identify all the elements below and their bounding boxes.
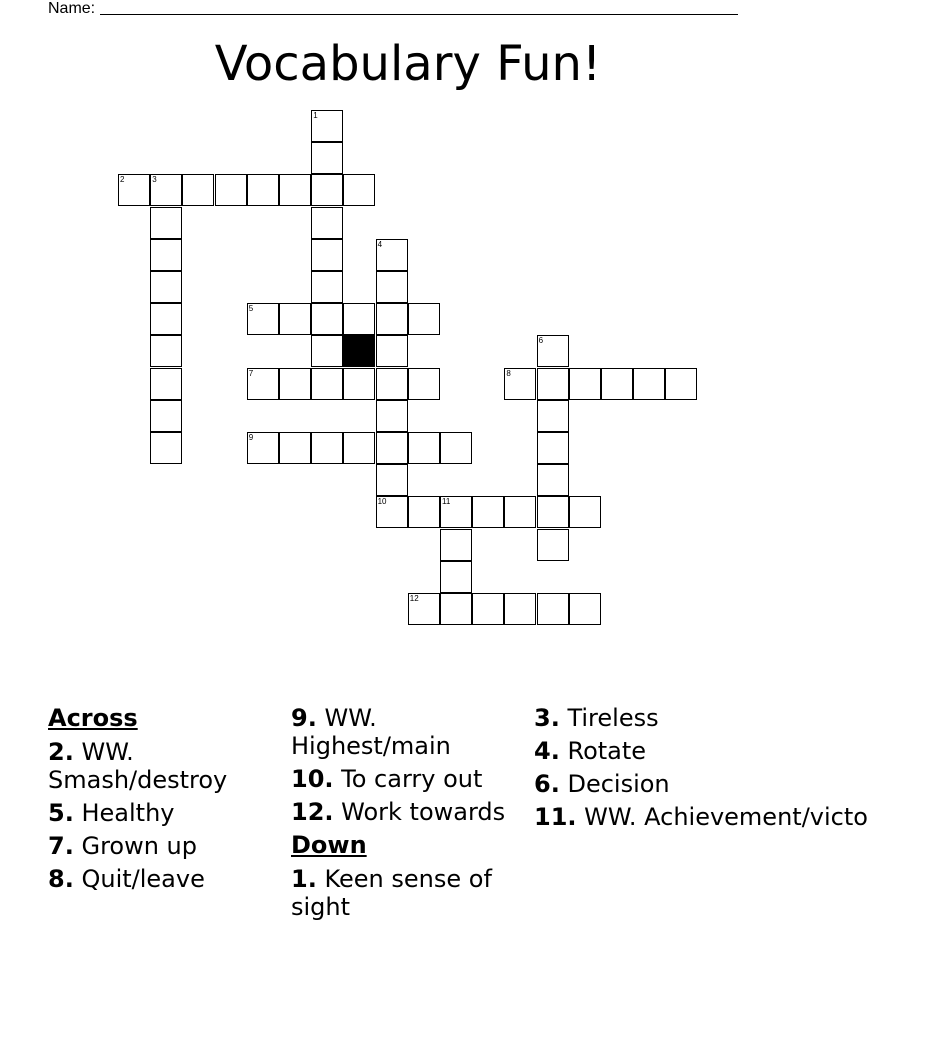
grid-cell[interactable]	[408, 368, 440, 400]
grid-cell[interactable]	[440, 561, 472, 593]
cell-number: 9	[248, 433, 254, 442]
grid-cell[interactable]	[376, 368, 408, 400]
grid-cell[interactable]	[247, 368, 279, 400]
grid-cell[interactable]	[537, 432, 569, 464]
black-cell	[343, 335, 375, 367]
grid-cell[interactable]	[440, 496, 472, 528]
grid-cell[interactable]	[247, 174, 279, 206]
grid-cell[interactable]	[376, 335, 408, 367]
cell-number: 8	[506, 368, 511, 378]
grid-cell[interactable]	[569, 593, 601, 625]
grid-cell[interactable]	[343, 303, 375, 335]
grid-cell[interactable]	[279, 432, 311, 464]
grid-cell[interactable]	[440, 432, 472, 464]
grid-cell[interactable]	[408, 303, 440, 335]
clue-across-12: 12. Work towards	[291, 798, 506, 826]
grid-cell[interactable]	[504, 593, 536, 625]
cell-number: 5	[248, 304, 254, 314]
grid-cell[interactable]	[279, 368, 311, 400]
grid-cell[interactable]	[311, 110, 343, 142]
grid-cell[interactable]	[376, 400, 408, 432]
clue-across-7: 7. Grown up	[48, 832, 198, 860]
grid-cell[interactable]	[311, 303, 343, 335]
clue-down-11: 11. WW. Achievement/victo	[534, 803, 868, 831]
clue-down-6: 6. Decision	[534, 770, 670, 798]
grid-cell[interactable]	[150, 239, 182, 271]
cell-number: 10	[377, 497, 387, 507]
grid-cell[interactable]	[150, 174, 182, 206]
grid-cell[interactable]	[376, 303, 408, 335]
grid-cell[interactable]	[537, 464, 569, 496]
clue-across-9: 9. WW. Highest/main	[291, 704, 451, 760]
cell-number: 7	[248, 368, 254, 378]
down-heading: Down	[291, 831, 367, 859]
grid-cell[interactable]	[472, 496, 504, 528]
grid-cell[interactable]	[150, 432, 182, 464]
grid-cell[interactable]	[537, 335, 569, 367]
grid-cell[interactable]	[182, 174, 214, 206]
cell-number: 4	[377, 239, 383, 249]
clue-down-4: 4. Rotate	[534, 737, 647, 765]
clue-across-8: 8. Quit/leave	[48, 865, 205, 893]
cell-number: 6	[538, 336, 544, 346]
clue-across-5: 5. Healthy	[48, 799, 175, 827]
grid-cell[interactable]	[150, 207, 182, 239]
grid-cell[interactable]	[311, 207, 343, 239]
clue-down-3: 3. Tireless	[534, 704, 659, 732]
grid-cell[interactable]	[504, 496, 536, 528]
cell-number: 2	[120, 175, 125, 185]
grid-cell[interactable]	[665, 368, 697, 400]
grid-cell[interactable]	[440, 529, 472, 561]
grid-cell[interactable]	[504, 368, 536, 400]
clue-column-2	[291, 704, 521, 926]
grid-cell[interactable]	[311, 368, 343, 400]
grid-cell[interactable]	[279, 303, 311, 335]
page-title: Vocabulary Fun!	[214, 36, 602, 92]
clue-across-10: 10. To carry out	[291, 765, 483, 793]
grid-cell[interactable]	[343, 368, 375, 400]
grid-cell[interactable]	[537, 593, 569, 625]
grid-cell[interactable]	[150, 303, 182, 335]
grid-cell[interactable]	[376, 271, 408, 303]
grid-cell[interactable]	[376, 239, 408, 271]
grid-cell[interactable]	[440, 593, 472, 625]
cell-number: 1	[313, 111, 318, 120]
grid-cell[interactable]	[376, 496, 408, 528]
grid-cell[interactable]	[247, 303, 279, 335]
grid-cell[interactable]	[343, 432, 375, 464]
grid-cell[interactable]	[601, 368, 633, 400]
grid-cell[interactable]	[408, 496, 440, 528]
grid-cell[interactable]	[311, 174, 343, 206]
grid-cell[interactable]	[472, 593, 504, 625]
grid-cell[interactable]	[537, 529, 569, 561]
clue-across-2: 2. WW. Smash/destroy	[48, 738, 228, 794]
clue-down-1: 1. Keen sense of sight	[291, 865, 492, 921]
grid-cell[interactable]	[279, 174, 311, 206]
grid-cell[interactable]	[311, 142, 343, 174]
grid-cell[interactable]	[408, 593, 440, 625]
clue-column-3	[534, 704, 868, 836]
grid-cell[interactable]	[118, 174, 150, 206]
grid-cell[interactable]	[311, 432, 343, 464]
grid-cell[interactable]	[569, 496, 601, 528]
grid-cell[interactable]	[408, 432, 440, 464]
grid-cell[interactable]	[343, 174, 375, 206]
grid-cell[interactable]	[150, 368, 182, 400]
clue-column-1	[48, 704, 248, 898]
cell-number: 12	[409, 594, 419, 603]
name-label: Name:	[48, 0, 96, 17]
grid-cell[interactable]	[150, 335, 182, 367]
grid-cell[interactable]	[376, 432, 408, 464]
grid-cell[interactable]	[537, 496, 569, 528]
grid-cell[interactable]	[537, 400, 569, 432]
grid-cell[interactable]	[311, 335, 343, 367]
grid-cell[interactable]	[215, 174, 247, 206]
grid-cell[interactable]	[311, 239, 343, 271]
cell-number: 3	[152, 175, 157, 185]
grid-cell[interactable]	[376, 464, 408, 496]
grid-cell[interactable]	[569, 368, 601, 400]
cell-number: 11	[442, 497, 451, 507]
grid-cell[interactable]	[537, 368, 569, 400]
grid-cell[interactable]	[633, 368, 665, 400]
grid-cell[interactable]	[247, 432, 279, 464]
grid-cell[interactable]	[150, 400, 182, 432]
grid-cell[interactable]	[150, 271, 182, 303]
grid-cell[interactable]	[311, 271, 343, 303]
across-heading: Across	[48, 704, 138, 732]
